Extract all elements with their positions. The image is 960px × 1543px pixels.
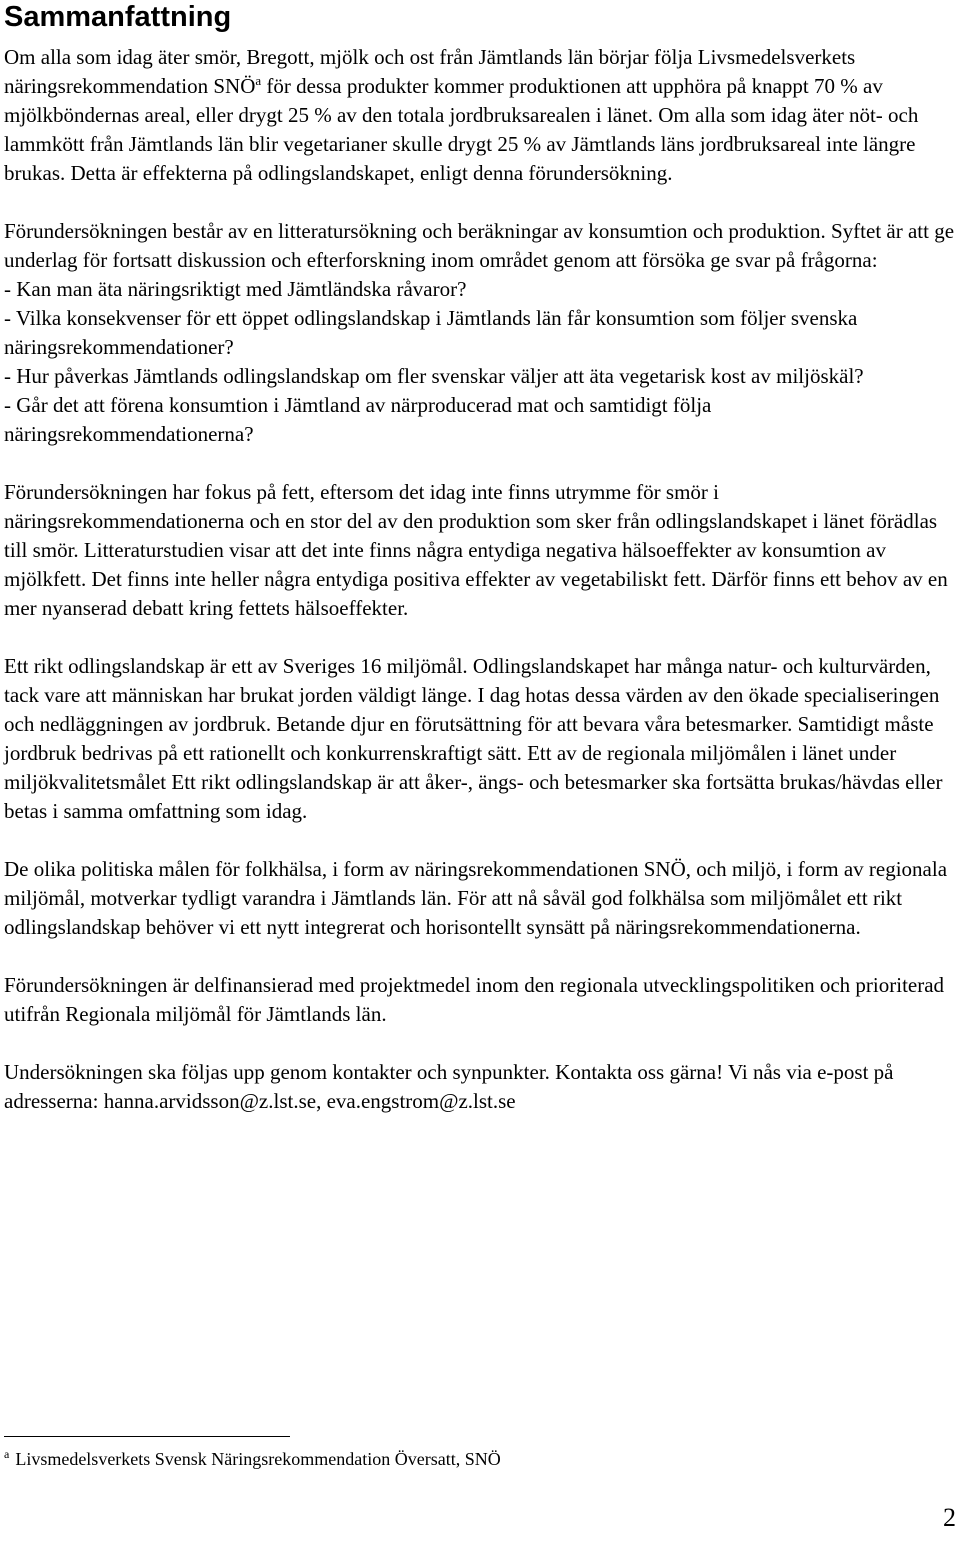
section-heading: Sammanfattning	[4, 1, 232, 33]
footnote-separator	[4, 1436, 290, 1437]
footnote-text: Livsmedelsverkets Svensk Näringsrekommendation Översatt, SNÖ	[15, 1449, 501, 1469]
paragraph-method	[4, 217, 956, 449]
footnote-reference: a	[255, 73, 262, 88]
question-item: - Kan man äta näringsriktigt med Jämtländska råvaror?	[4, 277, 467, 301]
paragraph-summary	[4, 43, 956, 188]
body-text	[4, 43, 956, 1116]
page-number: 2	[943, 1503, 956, 1532]
paragraph-funding: Förundersökningen är delfinansierad med projektmedel inom den regionala utvecklingspolitiken och prioriterad utifrån Regionala miljömål för Jämtlands län.	[4, 973, 945, 1026]
paragraph-summary-part2: för dessa produkter kommer produktionen att upphöra på knappt 70 % av mjölkböndernas areal, eller drygt 25 % av den totala jordbruksarealen i länet. Om alla som idag äter nöt- och lammkött från Jämtlands län blir vegetarianer skulle drygt 25 % av Jämtlands läns jordbruksareal inte längre brukas. Detta är effekterna på odlingslandskapet, enligt denna förundersökning.	[4, 74, 919, 185]
paragraph-summary-part1: Om alla som idag äter smör, Bregott, mjölk och ost från Jämtlands län börjar följa Livsmedelsverkets näringsrekommendation SNÖ	[4, 45, 856, 98]
question-item: - Hur påverkas Jämtlands odlingslandskap om fler svenskar väljer att äta vegetarisk kost av miljöskäl?	[4, 364, 864, 388]
footnote	[4, 1448, 501, 1470]
paragraph-method-intro: Förundersökningen består av en litteratursökning och beräkningar av konsumtion och produktion. Syftet är att ge underlag för fortsatt diskussion och efterforskning inom området genom att försöka ge svar på frågorna:	[4, 219, 955, 272]
paragraph-landscape: Ett rikt odlingslandskap är ett av Sveriges 16 miljömål. Odlingslandskapet har många natur- och kulturvärden, tack vare att människan har brukat jorden väldigt länge. I dag hotas dessa värden av den ökade specialiseringen och nedläggningen av jordbruk. Betande djur en förutsättning för att bevara våra betesmarker. Samtidigt måste jordbruk bedrivas på ett rationellt och konkurrenskraftigt sätt. Ett av de regionala miljömålen i länet under miljökvalitetsmålet Ett rikt odlingslandskap är att åker-, ängs- och betesmarker ska fortsätta brukas/hävdas eller betas i samma omfattning som idag.	[4, 654, 943, 823]
paragraph-fat-focus: Förundersökningen har fokus på fett, eftersom det idag inte finns utrymme för smör i näringsrekommendationerna och en stor del av den produktion som sker från odlingslandskapet i länet förädlas till smör. Litteraturstudien visar att det inte finns några entydiga negativa hälsoeffekter av konsumtion av mjölkfett. Det finns inte heller några entydiga positiva effekter av vegetabiliskt fett. Därför finns ett behov av en mer nyanserad debatt kring fettets hälsoeffekter.	[4, 480, 948, 620]
question-item: - Vilka konsekvenser för ett öppet odlingslandskap i Jämtlands län får konsumtion som följer svenska näringsrekommendationer?	[4, 306, 858, 359]
paragraph-policy: De olika politiska målen för folkhälsa, i form av näringsrekommendationen SNÖ, och miljö, i form av regionala miljömål, motverkar tydligt varandra i Jämtlands län. För att nå såväl god folkhälsa som miljömålet ett rikt odlingslandskap behöver vi ett nytt integrerat och horisontellt synsätt på näringsrekommendationerna.	[4, 857, 948, 939]
paragraph-contact: Undersökningen ska följas upp genom kontakter och synpunkter. Kontakta oss gärna! Vi nås via e-post på adresserna: hanna.arvidsson@z.lst.se, eva.engstrom@z.lst.se	[4, 1060, 894, 1113]
question-item: - Går det att förena konsumtion i Jämtland av närproducerad mat och samtidigt följa näringsrekommendationerna?	[4, 393, 712, 446]
footnote-mark: a	[4, 1447, 10, 1461]
